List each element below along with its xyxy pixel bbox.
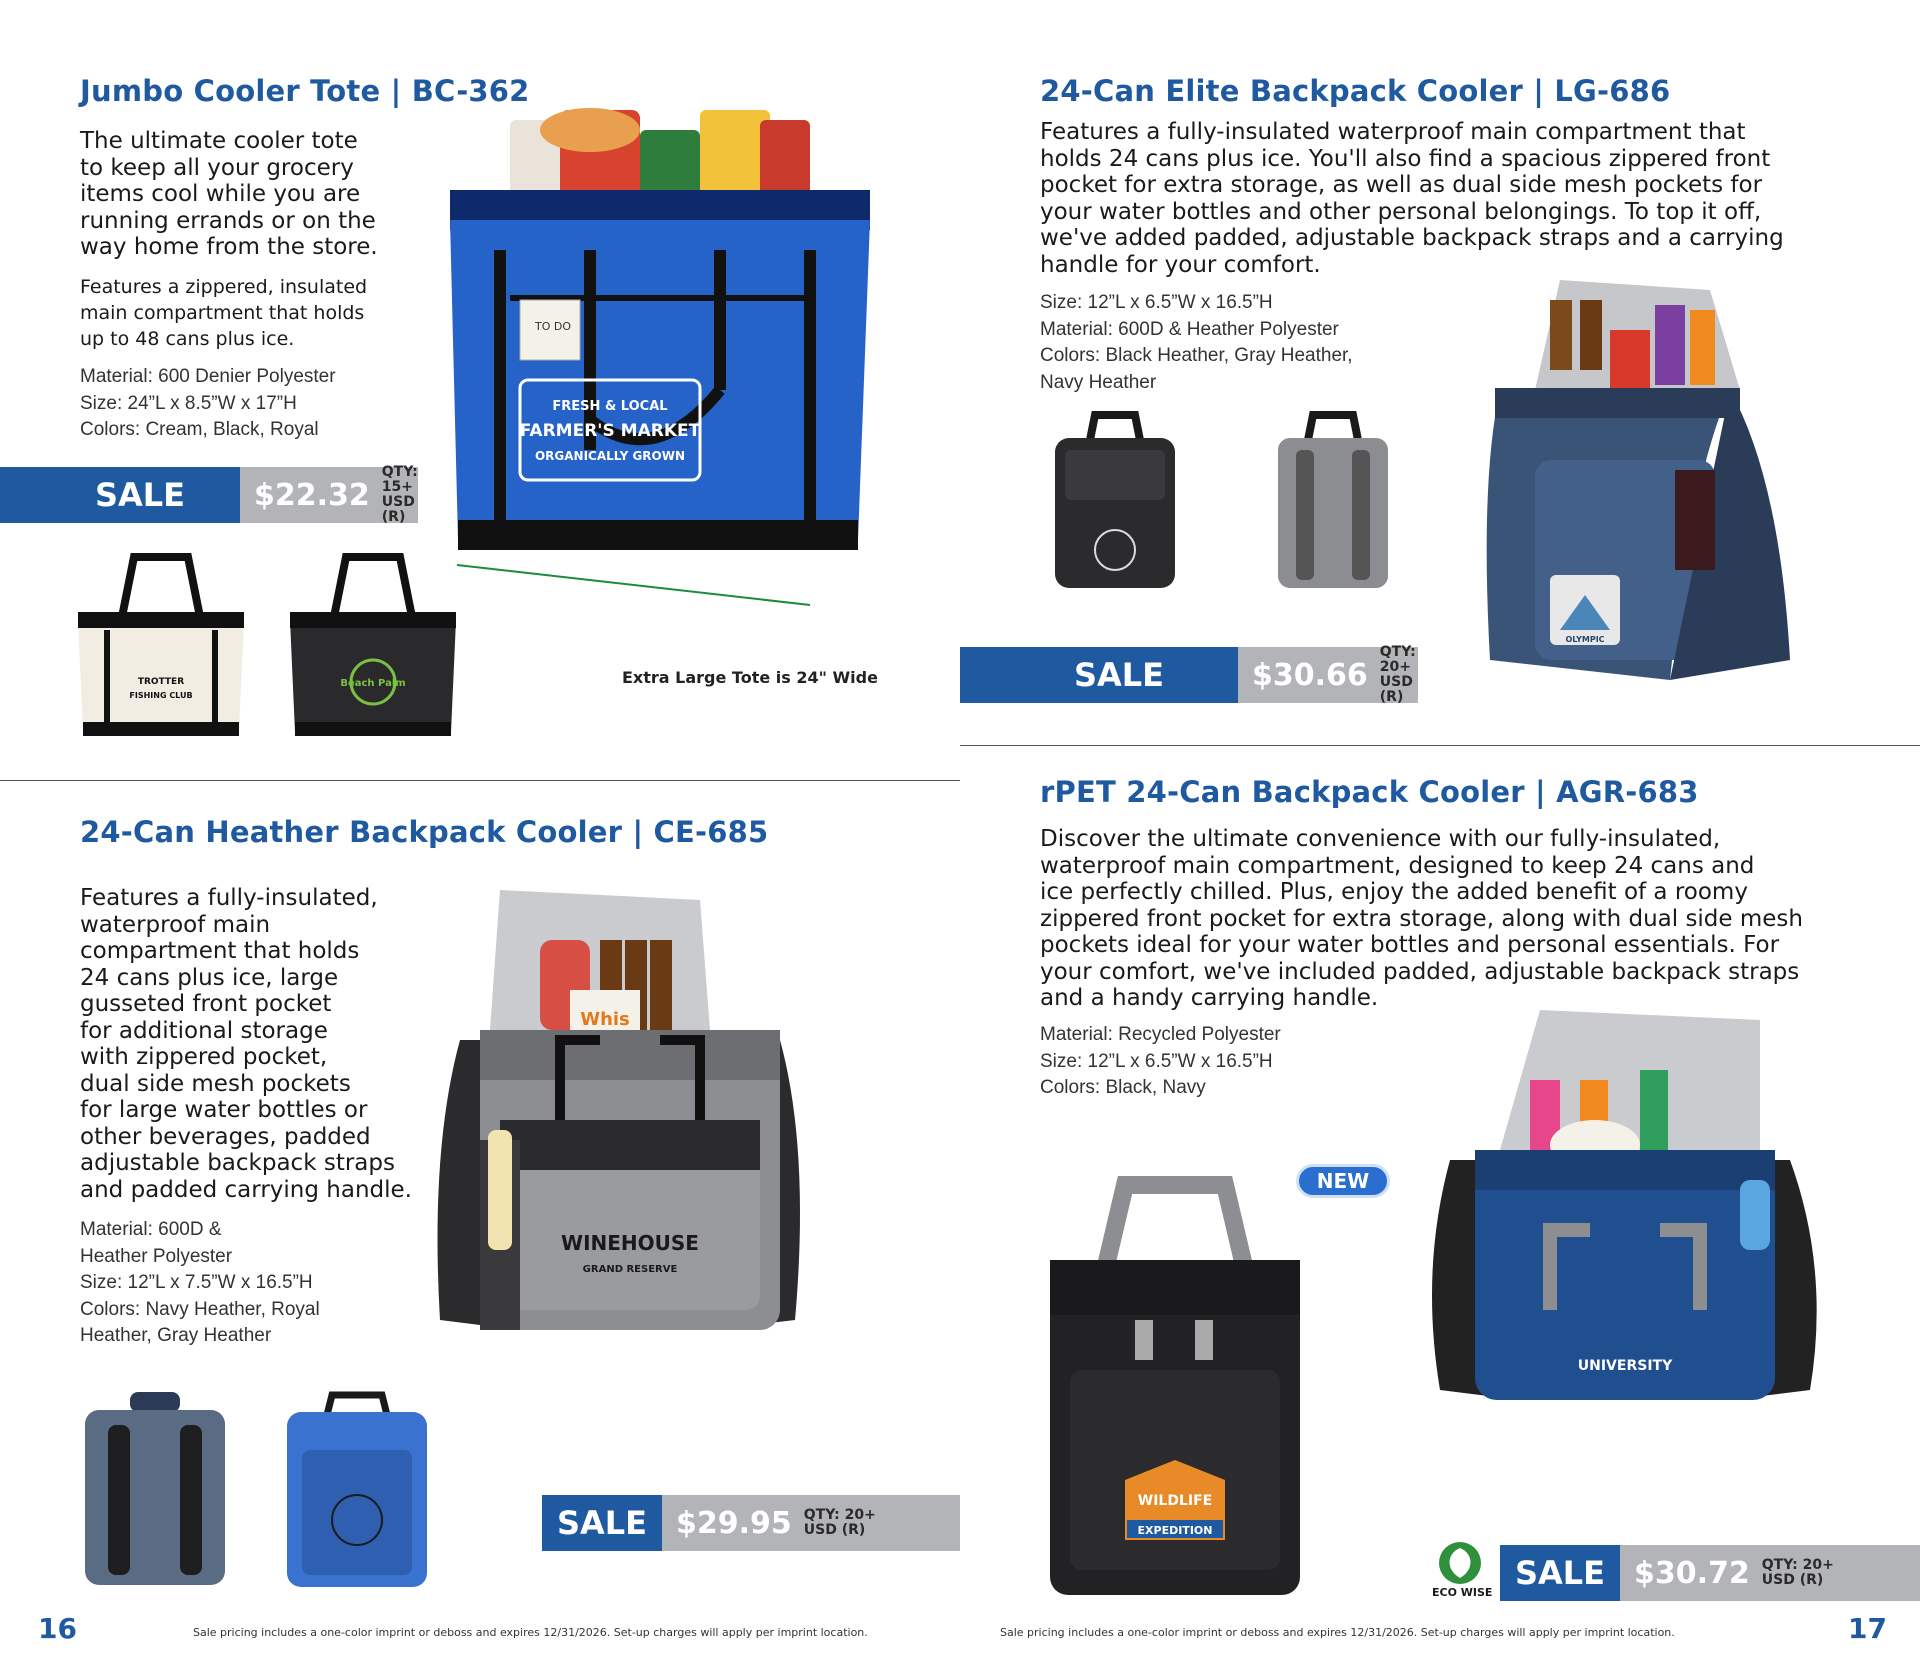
product-title: 24-Can Heather Backpack Cooler | CE-685 — [80, 815, 769, 849]
product-image-royal-tote — [440, 90, 890, 570]
footer-note: Sale pricing includes a one-color imprint or deboss and expires 12/31/2026. Set-up charges will apply per imprint location. — [193, 1626, 868, 1639]
imprint-text: OLYMPIC — [1565, 635, 1605, 644]
imprint-text-todo: TO DO — [535, 320, 572, 333]
imprint-text: FARMER'S MARKET — [519, 421, 701, 441]
product-description: The ultimate cooler tote to keep all your grocery items cool while you are running errands or on the way home from the store. — [80, 128, 378, 260]
price-box — [1620, 1545, 1920, 1601]
product-description: Discover the ultimate convenience with our fully-insulated, waterproof main compartment, designed to keep 24 cans and ice perfectly chilled. Plus, enjoy the added benefit of a roomy zippered front pocket for extra storage, along with dual side mesh pockets ideal for your water bottles and personal essentials. For your comfort, we've included padded, adjustable backpack straps and a handy carrying handle. — [1040, 826, 1803, 1011]
price-box — [662, 1495, 960, 1551]
qty-label: QTY: 20+ USD (R) — [803, 1507, 876, 1538]
product-image-navy-backpack-back — [80, 1390, 230, 1590]
product-specs: Material: Recycled Polyester Size: 12”L x 6.5”W x 16.5”H Colors: Black, Navy — [1040, 1024, 1281, 1098]
qty-label: QTY: 20+ USD (R) — [1761, 1557, 1834, 1588]
product-image-royal-backpack — [282, 1390, 432, 1590]
qty-label: QTY: 15+ USD (R) — [381, 464, 418, 525]
product-specs: Size: 12”L x 6.5”W x 16.5”H Material: 600D & Heather Polyester Colors: Black Heather, Gray Heather, Navy Heather — [1040, 292, 1353, 393]
imprint-text: EXPEDITION — [1137, 1524, 1213, 1537]
product-image-cream-tote — [76, 552, 246, 742]
eco-wise-label: ECO WISE — [1432, 1586, 1493, 1599]
price-box — [1238, 644, 1418, 705]
sale-label: SALE — [0, 467, 240, 523]
price-value: $29.95 — [676, 1505, 792, 1541]
imprint-text: Beach Palm — [340, 678, 406, 689]
product-description: Features a fully-insulated waterproof main compartment that holds 24 cans plus ice. You'll also find a spacious zippered front pocket for extra storage, as well as dual side mesh pockets for your water bottles and other personal belongings. To top it off, we've added padded, adjustable backpack straps and a carrying handle for your comfort. — [1040, 119, 1784, 278]
product-features: Features a zippered, insulated main compartment that holds up to 48 cans plus ice. — [80, 276, 368, 350]
price-value: $30.72 — [1634, 1555, 1750, 1591]
price-bar — [0, 464, 418, 525]
imprint-text: Whis — [580, 1009, 630, 1030]
new-badge: NEW — [1296, 1164, 1390, 1198]
size-caption: Extra Large Tote is 24" Wide — [622, 668, 878, 687]
dimension-line — [455, 560, 815, 610]
imprint-text: TROTTER — [137, 677, 185, 687]
price-bar — [542, 1495, 960, 1551]
section-divider — [960, 745, 1920, 746]
page-number-right: 17 — [1848, 1612, 1887, 1645]
product-image-black-backpack — [1040, 410, 1190, 600]
imprint-text: GRAND RESERVE — [582, 1264, 678, 1275]
price-box — [240, 464, 418, 525]
product-title: Jumbo Cooler Tote | BC-362 — [80, 74, 530, 108]
sale-label: SALE — [1500, 1545, 1620, 1601]
imprint-text: FISHING CLUB — [129, 691, 193, 700]
sale-label: SALE — [542, 1495, 662, 1551]
product-image-navy-rpet-backpack — [1400, 1010, 1850, 1410]
price-bar — [1500, 1545, 1920, 1601]
eco-wise-badge — [1432, 1540, 1493, 1602]
product-title: rPET 24-Can Backpack Cooler | AGR-683 — [1040, 775, 1699, 809]
imprint-text: WILDLIFE — [1137, 1493, 1213, 1509]
imprint-text: ORGANICALLY GROWN — [534, 449, 686, 463]
imprint-text: UNIVERSITY — [1577, 1358, 1673, 1374]
imprint-text: WINEHOUSE — [561, 1231, 699, 1255]
product-specs: Material: 600D & Heather Polyester Size: 12”L x 7.5”W x 16.5”H Colors: Navy Heather, Royal Heather, Gray Heather — [80, 1219, 320, 1346]
sale-label: SALE — [960, 647, 1238, 703]
price-value: $22.32 — [254, 477, 370, 513]
footer-note: Sale pricing includes a one-color imprint or deboss and expires 12/31/2026. Set-up charges will apply per imprint location. — [1000, 1626, 1675, 1639]
imprint-text: FRESH & LOCAL — [552, 399, 668, 414]
product-image-gray-heather-backpack — [410, 890, 910, 1350]
product-image-navy-backpack — [1440, 280, 1820, 700]
product-specs: Material: 600 Denier Polyester Size: 24”L x 8.5”W x 17”H Colors: Cream, Black, Royal — [80, 366, 336, 440]
product-image-gray-backpack-back — [1268, 410, 1398, 600]
product-title: 24-Can Elite Backpack Cooler | LG-686 — [1040, 74, 1671, 108]
price-bar — [960, 644, 1418, 705]
product-image-black-tote — [288, 552, 458, 742]
product-description: Features a fully-insulated, waterproof main compartment that holds 24 cans plus ice, large gusseted front pocket for additional storage with zippered pocket, dual side mesh pockets for large water bottles or other beverages, padded adjustable backpack straps and padded carrying handle. — [80, 885, 412, 1203]
page-number-left: 16 — [38, 1612, 77, 1645]
section-divider — [0, 780, 960, 781]
qty-label: QTY: 20+ USD (R) — [1379, 644, 1416, 705]
product-image-black-rpet-backpack — [1045, 1170, 1305, 1600]
price-value: $30.66 — [1252, 657, 1368, 693]
